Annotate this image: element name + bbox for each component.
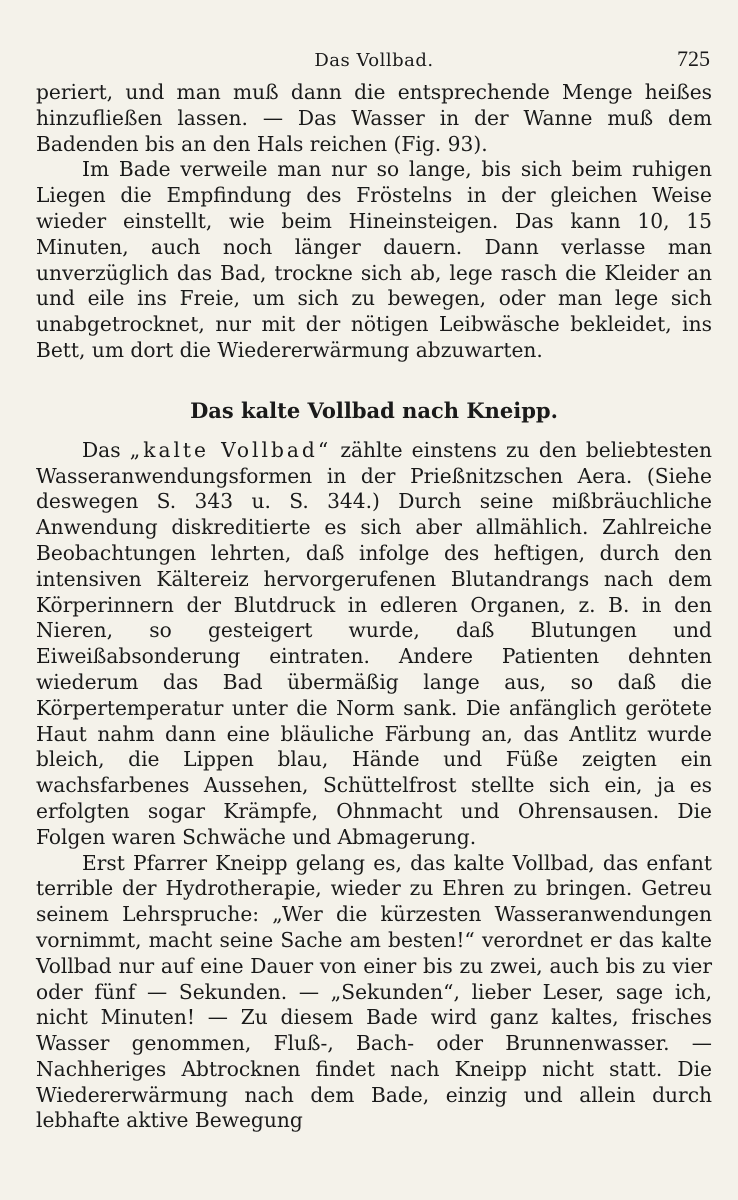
book-page	[36, 40, 712, 1170]
spaced-term: „kalte Vollbad“	[129, 437, 332, 462]
paragraph-text: zählte einstens zu den beliebtesten Wasseranwendungsformen in der Prießnitzschen Aera. (Siehe deswegen S. 343 u. S. 344.) Durch seine mißbräuchliche Anwendung diskreditierte es sich aber allmählich. Zahlreiche Beobachtungen lehrten, daß infolge des heftigen, durch den intensiven Kältereiz hervorgerufenen Blutandrangs nach dem Körperinnern der Blutdruck in edleren Organen, z. B. in den Nieren, so gesteigert wurde, daß Blutungen und Eiweißabsonderung eintraten. Andere Patienten dehnten wiederum das Bad übermäßig lange aus, so daß die Körpertemperatur unter die Norm sank. Die anfänglich gerötete Haut nahm dann eine bläuliche Färbung an, das Antlitz wurde bleich, die Lippen blau, Hände und Füße zeigten ein wachsfarbenes Aussehen, Schüttelfrost stellte sich ein, ja es erfolgten sogar Krämpfe, Ohnmacht und Ohrensausen. Die Folgen waren Schwäche und Abmagerung.	[36, 437, 712, 849]
running-head	[36, 40, 712, 80]
lead-text: Das	[82, 437, 130, 462]
paragraph-continuation: periert, und man muß dann die entsprechende Menge heißes hinzufließen lassen. — Das Wasser in der Wanne muß dem Badenden bis an den Hals reichen (Fig. 93).	[36, 80, 712, 156]
body-text	[36, 80, 712, 1134]
section-heading: Das kalte Vollbad nach Kneipp.	[190, 397, 558, 423]
paragraph-cold-bath-history	[36, 438, 712, 851]
paragraph-bath-duration: Im Bade verweile man nur so lange, bis sich beim ruhigen Liegen die Empfindung des Fröstelns in der gleichen Weise wieder einstellt, wie beim Hineinsteigen. Das kann 10, 15 Minuten, auch noch länger dauern. Dann verlasse man unverzüglich das Bad, trockne sich ab, lege rasch die Kleider an und eile ins Freie, um sich zu bewegen, oder man lege sich unabgetrocknet, nur mit der nötigen Leibwäsche bekleidet, ins Bett, um dort die Wiedererwärmung abzuwarten.	[36, 157, 712, 362]
running-title: Das Vollbad.	[314, 50, 434, 71]
paragraph-kneipp-method: Erst Pfarrer Kneipp gelang es, das kalte Vollbad, das enfant terrible der Hydrotherapie, wieder zu Ehren zu bringen. Getreu seinem Lehrspruche: „Wer die kürzesten Wasseranwendungen vornimmt, macht seine Sache am besten!“ verordnet er das kalte Vollbad nur auf eine Dauer von einer bis zu zwei, auch bis zu vier oder fünf — Sekunden. — „Sekunden“, lieber Leser, sage ich, nicht Minuten! — Zu diesem Bade wird ganz kaltes, frisches Wasser genommen, Fluß-, Bach- oder Brunnenwasser. — Nachheriges Abtrocknen findet nach Kneipp nicht statt. Die Wiedererwärmung nach dem Bade, einzig und allein durch lebhafte aktive Bewegung	[36, 850, 712, 1133]
page-number: 725	[677, 46, 710, 71]
